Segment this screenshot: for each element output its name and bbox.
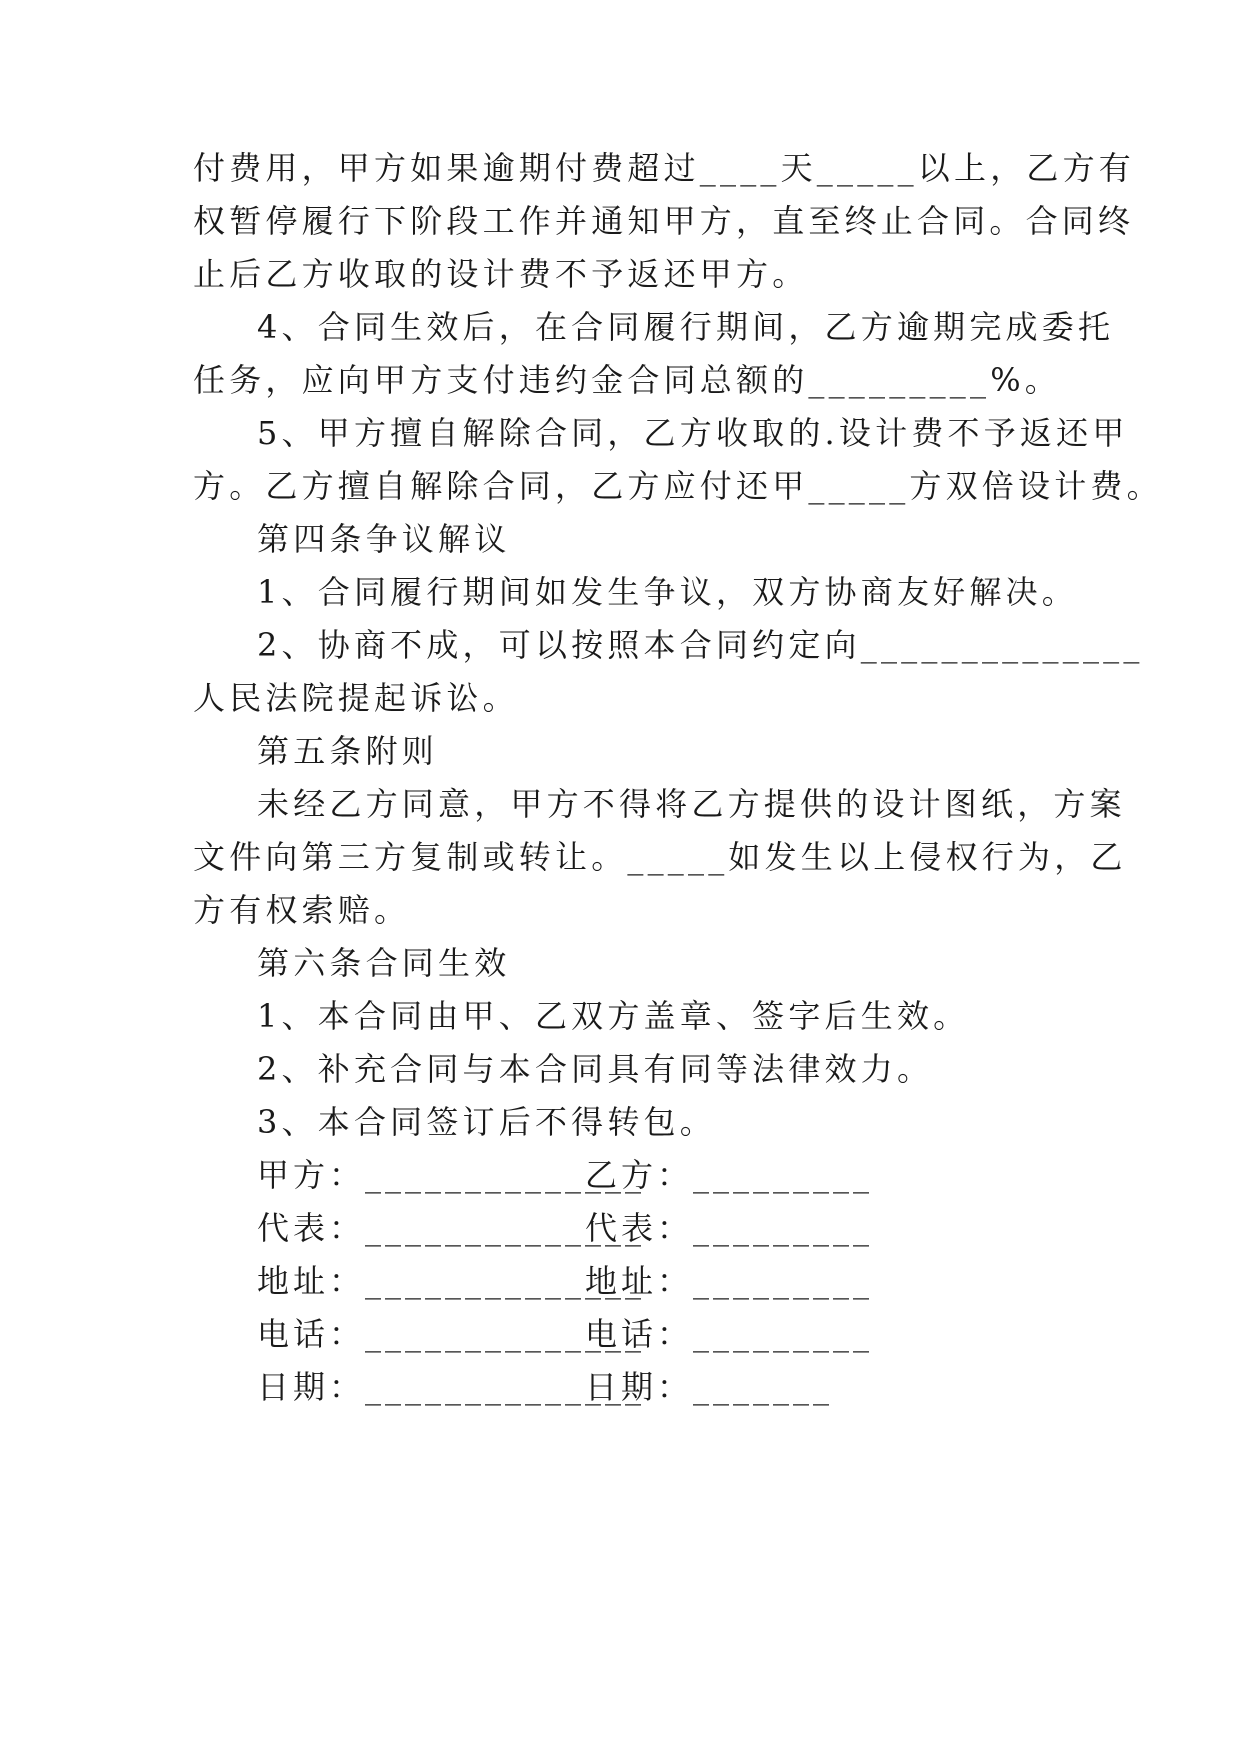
signature-party-a-field: 甲方：______________ — [257, 1156, 646, 1194]
paragraph-line: 方有权索赔。 — [193, 891, 411, 929]
paragraph-line: 止后乙方收取的设计费不予返还甲方。 — [193, 255, 809, 293]
paragraph-line: 1、本合同由甲、乙双方盖章、签字后生效。 — [257, 997, 970, 1035]
signature-rep-b-field: 代表：_________ — [585, 1209, 874, 1247]
signature-party-b-field: 乙方：_________ — [585, 1156, 874, 1194]
paragraph-line: 人民法院提起诉讼。 — [193, 679, 519, 717]
signature-date-b-field: 日期：_______ — [585, 1368, 834, 1406]
signature-address-b-field: 地址：_________ — [585, 1262, 874, 1300]
signature-phone-a-field: 电话：______________ — [257, 1315, 646, 1353]
section-heading: 第六条合同生效 — [257, 944, 511, 982]
paragraph-line: 5、甲方擅自解除合同，乙方收取的.设计费不予返还甲 — [257, 414, 1129, 452]
paragraph-line: 方。乙方擅自解除合同，乙方应付还甲_____方双倍设计费。 — [193, 467, 1163, 505]
paragraph-line: 4、合同生效后，在合同履行期间，乙方逾期完成委托 — [257, 308, 1115, 346]
signature-date-a-field: 日期：______________ — [257, 1368, 646, 1406]
signature-phone-b-field: 电话：_________ — [585, 1315, 874, 1353]
paragraph-line: 2、补充合同与本合同具有同等法律效力。 — [257, 1050, 934, 1088]
paragraph-line: 2、协商不成，可以按照本合同约定向______________ — [257, 626, 1144, 664]
paragraph-line: 未经乙方同意，甲方不得将乙方提供的设计图纸，方案 — [257, 785, 1126, 823]
signature-address-a-field: 地址：______________ — [257, 1262, 646, 1300]
paragraph-line: 1、合同履行期间如发生争议，双方协商友好解决。 — [257, 573, 1078, 611]
paragraph-line: 权暂停履行下阶段工作并通知甲方，直至终止合同。合同终 — [193, 202, 1135, 240]
paragraph-line: 文件向第三方复制或转让。_____如发生以上侵权行为，乙 — [193, 838, 1127, 876]
signature-rep-a-field: 代表：______________ — [257, 1209, 646, 1247]
section-heading: 第四条争议解议 — [257, 520, 511, 558]
paragraph-line: 付费用，甲方如果逾期付费超过____天_____以上，乙方有 — [193, 149, 1136, 187]
section-heading: 第五条附则 — [257, 732, 439, 770]
paragraph-line: 任务，应向甲方支付违约金合同总额的_________%。 — [193, 361, 1062, 399]
paragraph-line: 3、本合同签订后不得转包。 — [257, 1103, 716, 1141]
